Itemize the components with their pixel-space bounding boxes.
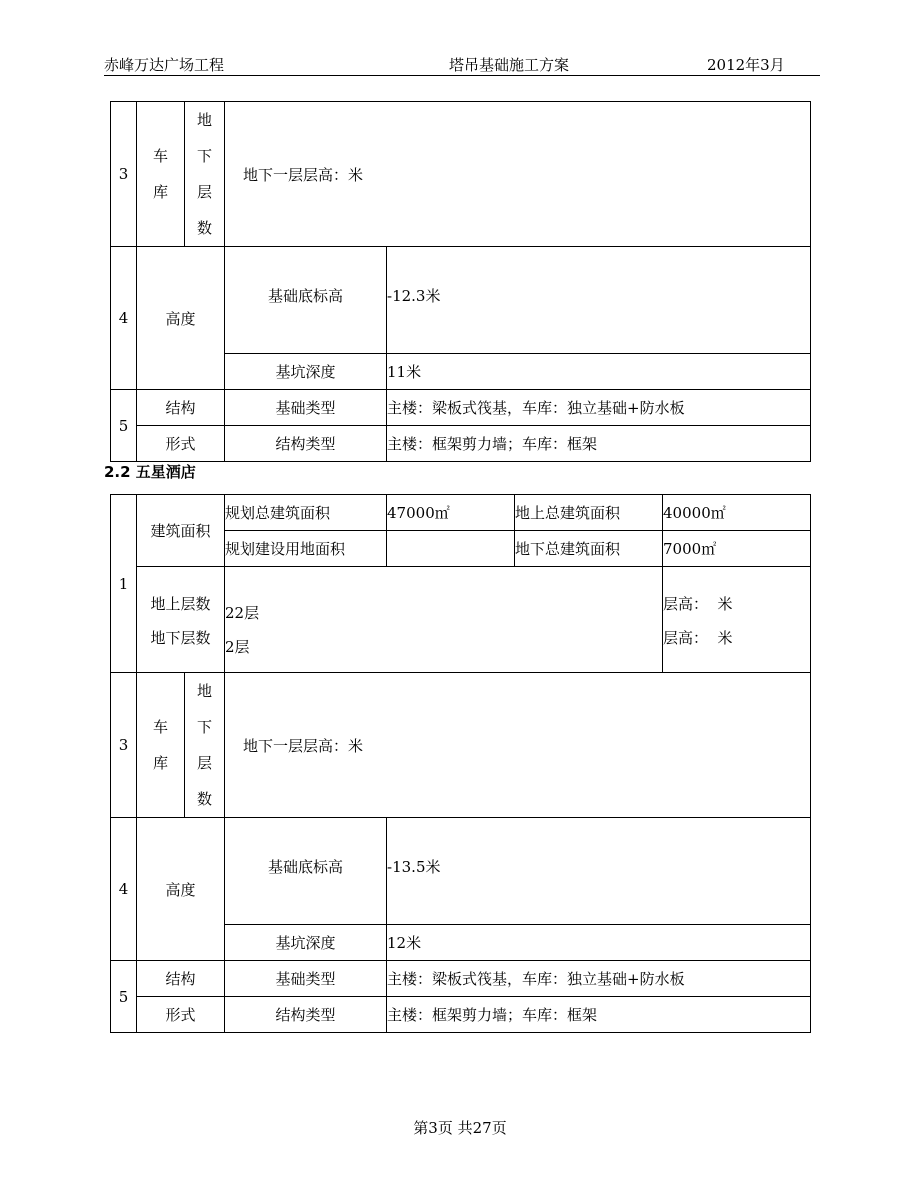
- pit-depth-value: 12米: [387, 925, 811, 961]
- table-row: [111, 997, 811, 1033]
- row-number: 4: [111, 818, 137, 961]
- floors-label: [137, 567, 225, 673]
- building-area-label: 建筑面积: [137, 495, 225, 567]
- table-five-star-hotel: [110, 494, 811, 1033]
- header-divider: [104, 75, 820, 76]
- row-number: 4: [111, 247, 137, 390]
- table-row: [111, 390, 811, 426]
- foundation-type-value: 主楼：梁板式筏基，车库：独立基础+防水板: [387, 961, 811, 997]
- planned-land-area-value: [387, 531, 515, 567]
- basement-floor-height-value: 地下一层层高：米: [225, 673, 811, 818]
- above-ground-area-value: 40000㎡: [663, 495, 811, 531]
- height-below-value: 层高： 米: [663, 629, 733, 647]
- table-row: [111, 567, 811, 673]
- below-ground-area-value: 7000㎡: [663, 531, 811, 567]
- basement-floors-label: 地 下 层 数: [185, 673, 225, 818]
- garage-label: 车 库: [137, 673, 185, 818]
- row-number: 5: [111, 961, 137, 1033]
- foundation-type-label: 基础类型: [225, 961, 387, 997]
- pit-depth-value: 11米: [387, 354, 811, 390]
- base-elevation-value: -13.5米: [387, 818, 811, 925]
- page-footer: 第3页 共27页: [413, 1119, 507, 1137]
- height-label: 高度: [137, 818, 225, 961]
- row-number: 1: [111, 495, 137, 673]
- structure-type-label: 结构类型: [225, 997, 387, 1033]
- structure-type-value: 主楼：框架剪力墙；车库：框架: [387, 426, 811, 462]
- planned-total-area-value: 47000㎡: [387, 495, 515, 531]
- below-ground-area-label: 地下总建筑面积: [515, 531, 663, 567]
- structure-label-line1: 结构: [137, 961, 225, 997]
- floor-height-value: [663, 567, 811, 673]
- floors-below-label: 地下层数: [150, 629, 211, 647]
- basement-floors-label: 地 下 层 数: [185, 102, 225, 247]
- row-number: 3: [111, 673, 137, 818]
- table-row: [111, 426, 811, 462]
- above-ground-area-label: 地上总建筑面积: [515, 495, 663, 531]
- table-row: [111, 247, 811, 354]
- foundation-type-value: 主楼：梁板式筏基，车库：独立基础+防水板: [387, 390, 811, 426]
- base-elevation-label: 基础底标高: [225, 247, 387, 354]
- height-label: 高度: [137, 247, 225, 390]
- section-title: 2.2 五星酒店: [104, 463, 196, 481]
- floors-above-value: 22层: [225, 603, 260, 622]
- table-wanda-plaza-continued: [110, 101, 811, 462]
- row-number: 3: [111, 102, 137, 247]
- table-row: [111, 818, 811, 925]
- base-elevation-label: 基础底标高: [225, 818, 387, 925]
- height-above-value: 层高： 米: [663, 595, 733, 613]
- floors-above-label: 地上层数: [150, 595, 211, 613]
- table-row: [111, 102, 811, 247]
- planned-total-area-label: 规划总建筑面积: [225, 495, 387, 531]
- floors-below-value: 2层: [225, 637, 250, 656]
- foundation-type-label: 基础类型: [225, 390, 387, 426]
- header-project-name: 赤峰万达广场工程: [104, 56, 225, 74]
- basement-floor-height-value: 地下一层层高：米: [225, 102, 811, 247]
- table-row: [111, 673, 811, 818]
- structure-type-value: 主楼：框架剪力墙；车库：框架: [387, 997, 811, 1033]
- floors-value: [225, 567, 663, 673]
- header-date: 2012年3月: [707, 56, 785, 74]
- base-elevation-value: -12.3米: [387, 247, 811, 354]
- table-row: [111, 961, 811, 997]
- table-row: [111, 495, 811, 531]
- garage-label: 车 库: [137, 102, 185, 247]
- pit-depth-label: 基坑深度: [225, 925, 387, 961]
- structure-type-label: 结构类型: [225, 426, 387, 462]
- pit-depth-label: 基坑深度: [225, 354, 387, 390]
- structure-label-line1: 结构: [137, 390, 225, 426]
- planned-land-area-label: 规划建设用地面积: [225, 531, 387, 567]
- header-document-title: 塔吊基础施工方案: [449, 56, 570, 74]
- row-number: 5: [111, 390, 137, 462]
- structure-label-line2: 形式: [137, 426, 225, 462]
- structure-label-line2: 形式: [137, 997, 225, 1033]
